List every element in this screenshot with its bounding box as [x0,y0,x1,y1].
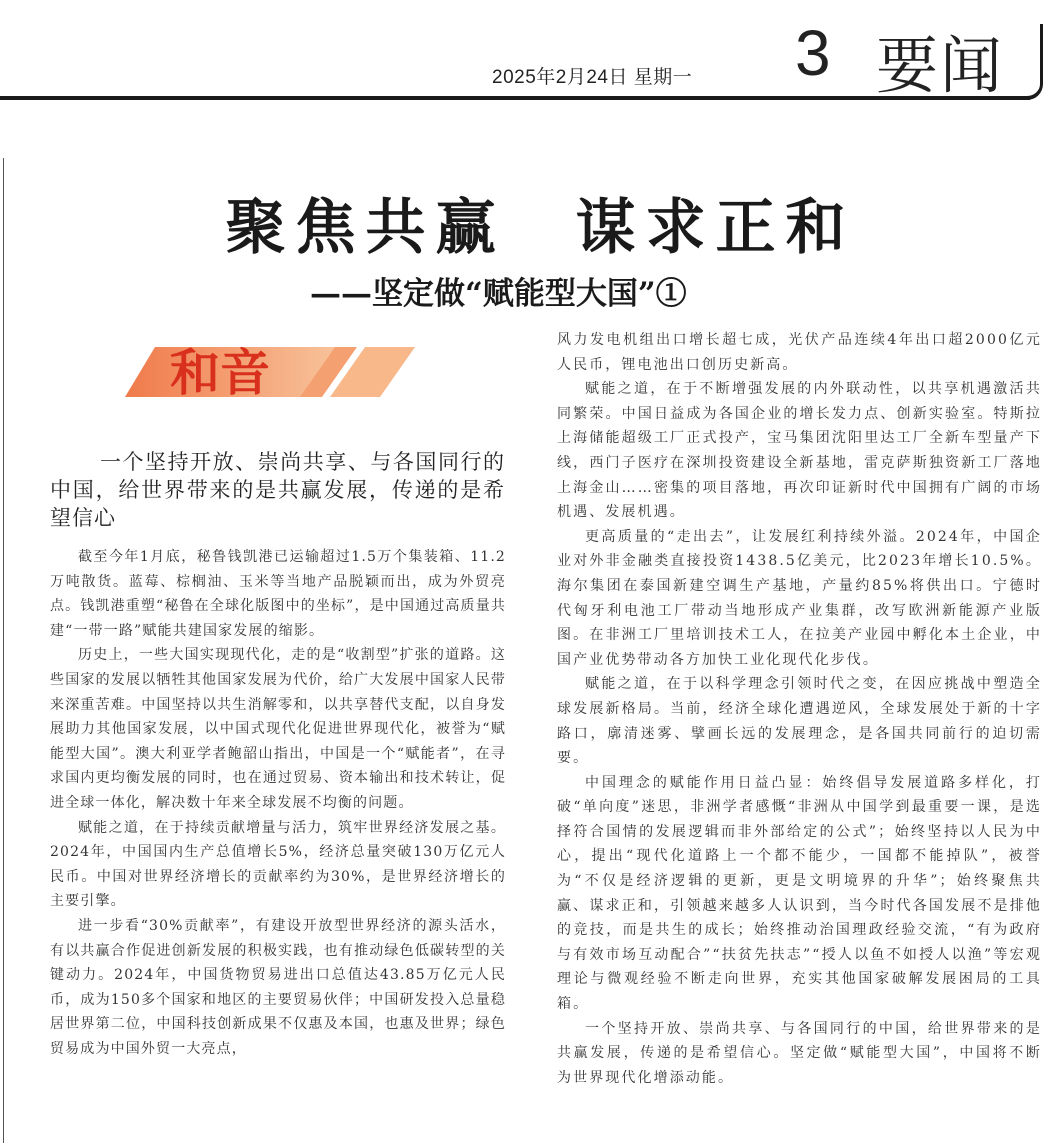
column-divider [3,158,4,1143]
column-logo-text: 和音 [170,344,270,402]
paragraph: 赋能之道，在于以科学理念引领时代之变，在因应挑战中塑造全球发展新格局。当前，经济全球化遭遇逆风，全球发展处于新的十字路口，廓清迷雾、擘画长远的发展理念，是各国共同前行的迫切需要。 [557,676,1042,767]
paragraph: 进一步看“30%贡献率”，有建设开放型世界经济的源头活水，有以共赢合作促进创新发展的积极实践，也有推动绿色低碳转型的关键动力。2024年，中国货物贸易进出口总值达43.85万亿元人民币，成为150多个国家和地区的主要贸易伙伴；中国研发投入总量稳居世界第二位，中国科技创新成果不仅惠及本国，也惠及世界；绿色贸易成为中国外贸一大亮点， [50,917,506,1057]
column-logo-heyin [125,335,425,410]
paragraph: 一个坚持开放、崇尚共享、与各国同行的中国，给世界带来的是共赢发展，传递的是希望信心。坚定做“赋能型大国”，中国将不断为世界现代化增添动能。 [557,1020,1042,1086]
article-lead: 一个坚持开放、崇尚共享、与各国同行的中国，给世界带来的是共赢发展，传递的是希望信心 [50,450,505,530]
page-number: 3 [795,17,831,89]
column-logo-graphic [125,335,425,410]
paragraph: 赋能之道，在于不断增强发展的内外联动性，以共享机遇激活共同繁荣。中国日益成为各国企业的增长发力点、创新实验室。特斯拉上海储能超级工厂正式投产，宝马集团沈阳里达工厂全新车型量产下线，西门子医疗在深圳投资建设全新基地，雷克萨斯独资新工厂落地上海金山……密集的项目落地，再次印证新时代中国拥有广阔的市场机遇、发展机遇。 [557,381,1042,521]
paragraph-continuation: 风力发电机组出口增长超七成，光伏产品连续4年出口超2000亿元人民币，锂电池出口创历史新高。 [557,332,1042,373]
section-name: 要闻 [876,29,1005,102]
article-column-right [557,328,1042,1090]
header-corner-frame [1010,24,1043,100]
paragraph: 截至今年1月底，秘鲁钱凯港已运输超过1.5万个集装箱、11.2万吨散货。蓝莓、棕榈油、玉米等当地产品脱颖而出，成为外贸亮点。钱凯港重塑“秘鲁在全球化版图中的坐标”，是中国通过高质量共建“一带一路”赋能共建国家发展的缩影。 [50,549,506,639]
paragraph: 历史上，一些大国实现现代化，走的是“收割型”扩张的道路。这些国家的发展以牺牲其他国家发展为代价，给广大发展中国家人民带来深重苦难。中国坚持以共生消解零和，以共享替代支配，以自身发展助力其他国家发展，以中国式现代化促进世界现代化，被誉为“赋能型大国”。澳大利亚学者鲍韶山指出，中国是一个“赋能者”，在寻求国内更均衡发展的同时，也在通过贸易、资本输出和技术转让，促进全球一体化，解决数十年来全球发展不均衡的问题。 [50,647,506,811]
article-column-left [50,545,506,1061]
article-subtitle: ——坚定做“赋能型大国”① [310,276,687,312]
article-title: 聚焦共赢 谋求正和 [225,193,856,263]
paragraph: 更高质量的“走出去”，让发展红利持续外溢。2024年，中国企业对外非金融类直接投资1438.5亿美元，比2023年增长10.5%。海尔集团在泰国新建空调生产基地，产量约85%将供出口。宁德时代匈牙利电池工厂带动当地形成产业集群，改写欧洲新能源产业版图。在非洲工厂里培训技术工人，在拉美产业园中孵化本土企业，中国产业优势带动各方加快工业化现代化步伐。 [557,528,1042,668]
paragraph: 赋能之道，在于持续贡献增量与活力，筑牢世界经济发展之基。2024年，中国国内生产总值增长5%，经济总量突破130万亿元人民币。中国对世界经济增长的贡献率约为30%，是世界经济增长的主要引擎。 [50,819,506,910]
issue-date: 2025年2月24日 星期一 [492,67,693,88]
paragraph: 中国理念的赋能作用日益凸显：始终倡导发展道路多样化，打破“单向度”迷思，非洲学者感慨“非洲从中国学到最重要一课，是选择符合国情的发展逻辑而非外部给定的公式”；始终坚持以人民为中心，提出“现代化道路上一个都不能少，一国都不能掉队”，被誉为“不仅是经济逻辑的更新，更是文明境界的升华”；始终聚焦共赢、谋求正和，引领越来越多人认识到，当今时代各国发展不是排他的竞技，而是共生的成长；始终推动治国理政经验交流，“有为政府与有效市场互动配合”“扶贫先扶志”“授人以鱼不如授人以渔”等宏观理论与微观经验不断走向世界，充实其他国家破解发展困局的工具箱。 [557,774,1042,1013]
